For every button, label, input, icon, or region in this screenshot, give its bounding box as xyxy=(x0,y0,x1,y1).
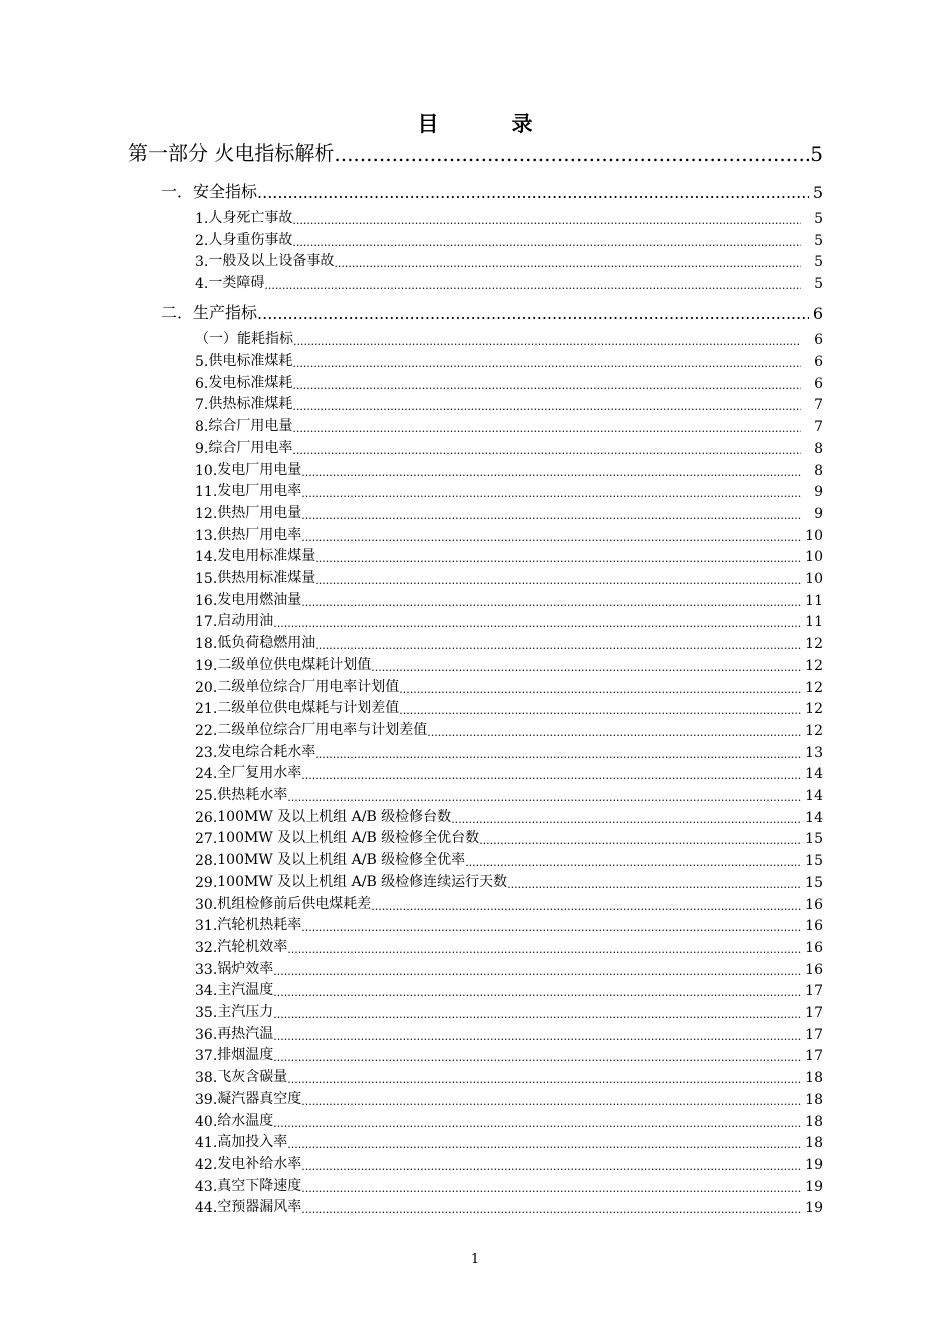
toc-item-number: 22. xyxy=(195,722,218,739)
dot-leader xyxy=(301,1182,801,1195)
toc-part-label: 第一部分 火电指标解析 xyxy=(128,141,335,165)
dot-leader xyxy=(301,1203,801,1216)
toc-item[interactable] xyxy=(195,1066,823,1086)
toc-section[interactable] xyxy=(161,180,823,202)
dot-leader xyxy=(371,661,801,674)
toc-item[interactable] xyxy=(195,762,823,782)
toc-item-label: 人身重伤事故 xyxy=(208,231,293,248)
dot-leader xyxy=(287,1138,801,1151)
toc-item-label: 机组检修前后供电煤耗差 xyxy=(217,895,372,912)
toc-item-number: 30. xyxy=(195,896,218,913)
toc-item-page: 9 xyxy=(814,505,823,522)
toc-item-page: 14 xyxy=(805,766,823,783)
toc-item[interactable] xyxy=(195,936,823,956)
toc-item[interactable] xyxy=(195,1131,823,1151)
toc-item[interactable] xyxy=(195,437,823,457)
toc-item-number: 29. xyxy=(195,874,218,891)
toc-item[interactable] xyxy=(195,849,823,869)
toc-item-page: 12 xyxy=(805,636,823,653)
toc-item-page: 8 xyxy=(814,440,823,457)
toc-item-label: 二级单位综合厂用电率计划值 xyxy=(217,678,400,695)
toc-item[interactable] xyxy=(195,207,823,227)
toc-section[interactable] xyxy=(161,301,823,323)
toc-item[interactable] xyxy=(195,697,823,717)
toc-item-page: 15 xyxy=(805,853,823,870)
toc-item-label: 二级单位综合厂用电率与计划差值 xyxy=(217,721,428,738)
toc-item-page: 10 xyxy=(805,527,823,544)
toc-item[interactable] xyxy=(195,719,823,739)
dot-leader xyxy=(292,444,801,457)
toc-item-page: 10 xyxy=(805,549,823,566)
toc-item-number: 34. xyxy=(195,983,218,1000)
toc-item-page: 13 xyxy=(805,744,823,761)
dot-leader xyxy=(334,142,809,166)
toc-item-label: 汽轮机热耗率 xyxy=(217,917,302,934)
toc-item-number: 5. xyxy=(195,354,209,370)
toc-item[interactable] xyxy=(195,1088,823,1108)
toc-item[interactable] xyxy=(195,1175,823,1195)
toc-item[interactable] xyxy=(195,893,823,913)
toc-item-number: 35. xyxy=(195,1005,218,1021)
dot-leader xyxy=(465,856,801,869)
dot-leader xyxy=(301,596,801,609)
toc-item[interactable] xyxy=(195,1023,823,1043)
toc-item-label: 给水温度 xyxy=(217,1112,274,1129)
toc-item-page: 15 xyxy=(805,874,823,891)
toc-item-label: 发电用标准煤量 xyxy=(217,548,316,565)
toc-item-label: 再热汽温 xyxy=(217,1025,274,1042)
toc-item-label: 100MW 及以上机组 A/B 级检修台数 xyxy=(217,808,452,825)
toc-item-number: 39. xyxy=(195,1091,218,1108)
toc-item[interactable] xyxy=(195,524,823,544)
toc-item-page: 14 xyxy=(805,788,823,804)
toc-item-number: 27. xyxy=(195,831,218,848)
toc-item-number: 42. xyxy=(195,1156,218,1173)
toc-item-page: 16 xyxy=(805,896,823,913)
dot-leader xyxy=(257,183,809,202)
toc-item[interactable] xyxy=(195,958,823,978)
toc-item-page: 12 xyxy=(805,679,823,696)
toc-item-page: 6 xyxy=(814,354,823,370)
toc-item-page: 19 xyxy=(805,1200,823,1217)
toc-item-number: 33. xyxy=(195,961,218,978)
toc-item-label: 100MW 及以上机组 A/B 级检修连续运行天数 xyxy=(217,873,508,890)
toc-section-label: 二．生产指标 xyxy=(161,303,258,322)
toc-item-page: 16 xyxy=(805,918,823,935)
toc-item-label: 凝汽器真空度 xyxy=(217,1090,302,1107)
toc-subgroup[interactable] xyxy=(195,328,823,348)
toc-item[interactable] xyxy=(195,502,823,522)
toc-item[interactable] xyxy=(195,914,823,934)
toc-item[interactable] xyxy=(195,632,823,652)
dot-leader xyxy=(427,726,801,739)
toc-item-number: 23. xyxy=(195,744,218,761)
dot-leader xyxy=(273,1008,801,1021)
toc-item-number: 19. xyxy=(195,657,218,674)
toc-item-label: 供热厂用电率 xyxy=(217,526,302,543)
dot-leader xyxy=(287,943,801,956)
toc-item-number: 18. xyxy=(195,636,218,653)
toc-item-page: 16 xyxy=(805,939,823,956)
toc-item[interactable] xyxy=(195,250,823,270)
toc-subgroup-label: （一）能耗指标 xyxy=(195,331,293,347)
toc-item-number: 25. xyxy=(195,788,218,804)
toc-item-page: 8 xyxy=(814,462,823,479)
toc-item-number: 7. xyxy=(195,397,209,414)
toc-item-label: 综合厂用电量 xyxy=(208,418,293,435)
toc-item-label: 启动用油 xyxy=(217,613,274,630)
toc-item-number: 31. xyxy=(195,918,218,935)
dot-leader xyxy=(287,791,801,804)
dot-leader xyxy=(292,214,801,227)
dot-leader xyxy=(292,422,801,435)
toc-item-number: 24. xyxy=(195,766,218,783)
toc-item-page: 10 xyxy=(805,571,823,587)
toc-item-label: 一类障碍 xyxy=(208,275,265,292)
toc-item-page: 14 xyxy=(805,809,823,826)
toc-item-number: 43. xyxy=(195,1178,218,1195)
toc-item-label: 发电厂用电量 xyxy=(217,461,302,478)
toc-item-number: 14. xyxy=(195,549,218,566)
dot-leader xyxy=(292,400,801,413)
toc-item-page: 18 xyxy=(805,1091,823,1108)
dot-leader xyxy=(273,1051,801,1064)
toc-item-page: 12 xyxy=(805,701,823,718)
toc-item-label: 二级单位供电煤耗与计划差值 xyxy=(217,700,400,717)
toc-item[interactable] xyxy=(195,1153,823,1173)
dot-leader xyxy=(301,769,801,782)
toc-item[interactable] xyxy=(195,480,823,500)
toc-item-page: 11 xyxy=(805,614,823,631)
toc-item[interactable] xyxy=(195,1196,823,1216)
dot-leader xyxy=(315,552,801,565)
toc-item-label: 人身死亡事故 xyxy=(208,210,293,226)
dot-leader xyxy=(301,531,801,544)
dot-leader xyxy=(451,813,801,826)
dot-leader xyxy=(273,1117,801,1130)
toc-item-page: 18 xyxy=(805,1070,823,1087)
dot-leader xyxy=(264,279,801,292)
toc-item-page: 18 xyxy=(805,1113,823,1130)
toc-item[interactable] xyxy=(195,1110,823,1130)
dot-leader xyxy=(292,357,801,370)
toc-item-page: 5 xyxy=(814,254,823,271)
toc-item-label: 空预器漏风率 xyxy=(217,1199,302,1216)
dot-leader xyxy=(507,878,801,891)
dot-leader xyxy=(273,965,801,978)
toc-item-number: 2. xyxy=(195,232,209,249)
toc-item[interactable] xyxy=(195,741,823,761)
toc-section-page: 6 xyxy=(812,304,823,323)
toc-item-page: 12 xyxy=(805,657,823,674)
toc-item[interactable] xyxy=(195,589,823,609)
dot-leader xyxy=(273,617,801,630)
toc-item[interactable] xyxy=(195,415,823,435)
toc-item-label: 排烟温度 xyxy=(217,1047,274,1064)
toc-item-number: 11. xyxy=(195,484,218,501)
toc-item-label: 供热用标准煤量 xyxy=(217,570,316,586)
toc-item[interactable] xyxy=(195,567,823,587)
toc-item-page: 5 xyxy=(814,276,823,293)
dot-leader xyxy=(301,509,801,522)
toc-item-number: 32. xyxy=(195,939,218,956)
dot-leader xyxy=(273,1030,801,1043)
toc-item-number: 17. xyxy=(195,614,218,631)
toc-item-label: 发电用燃油量 xyxy=(217,591,302,608)
dot-leader xyxy=(315,639,801,652)
toc-item-number: 36. xyxy=(195,1026,218,1043)
toc-item-page: 15 xyxy=(805,831,823,848)
toc-item-number: 8. xyxy=(195,419,209,436)
dot-leader xyxy=(301,487,801,500)
toc-item[interactable] xyxy=(195,1001,823,1021)
toc-item-label: 发电综合耗水率 xyxy=(217,743,316,760)
toc-item-label: 主汽压力 xyxy=(217,1004,274,1020)
toc-item-label: 供电标准煤耗 xyxy=(208,353,293,369)
toc-item-number: 12. xyxy=(195,505,218,522)
toc-item[interactable] xyxy=(195,393,823,413)
toc-item-number: 3. xyxy=(195,254,209,271)
toc-item-label: 100MW 及以上机组 A/B 级检修全优率 xyxy=(217,852,466,869)
dot-leader xyxy=(301,1095,801,1108)
dot-leader xyxy=(315,574,801,587)
toc-item[interactable] xyxy=(195,654,823,674)
toc-item-page: 9 xyxy=(814,484,823,501)
toc-item-label: 二级单位供电煤耗计划值 xyxy=(217,656,372,673)
dot-leader xyxy=(301,921,801,934)
toc-part[interactable] xyxy=(128,140,823,166)
dot-leader xyxy=(287,1073,801,1086)
toc-item-label: 100MW 及以上机组 A/B 级检修全优台数 xyxy=(217,830,480,847)
toc-item-label: 高加投入率 xyxy=(217,1134,288,1151)
toc-item-number: 4. xyxy=(195,276,209,293)
dot-leader xyxy=(293,335,801,348)
toc-item-page: 17 xyxy=(805,983,823,1000)
dot-leader xyxy=(301,466,801,479)
toc-item[interactable] xyxy=(195,784,823,804)
toc-item-page: 16 xyxy=(805,961,823,978)
toc-section-page: 5 xyxy=(812,183,823,202)
toc-item-number: 41. xyxy=(195,1135,218,1152)
toc-item-label: 真空下降速度 xyxy=(217,1177,302,1194)
toc-item-page: 5 xyxy=(814,211,823,227)
toc-item-label: 发电厂用电率 xyxy=(217,483,302,500)
toc-item-number: 20. xyxy=(195,679,218,696)
toc-item-label: 供热厂用电量 xyxy=(217,504,302,521)
toc-item-page: 6 xyxy=(814,375,823,392)
toc-item[interactable] xyxy=(195,229,823,249)
toc-item-page: 17 xyxy=(805,1005,823,1021)
toc-item-page: 17 xyxy=(805,1048,823,1065)
toc-item[interactable] xyxy=(195,610,823,630)
dot-leader xyxy=(371,900,801,913)
toc-item-number: 10. xyxy=(195,462,218,479)
toc-item-number: 6. xyxy=(195,375,209,392)
toc-item-number: 26. xyxy=(195,809,218,826)
toc-item-page: 19 xyxy=(805,1156,823,1173)
dot-leader xyxy=(273,986,801,999)
dot-leader xyxy=(399,704,801,717)
toc-item-page: 7 xyxy=(814,419,823,436)
toc-item-number: 21. xyxy=(195,701,218,718)
dot-leader xyxy=(292,236,801,249)
toc-item-label: 供热标准煤耗 xyxy=(208,396,293,413)
toc-item-number: 40. xyxy=(195,1113,218,1130)
toc-item[interactable] xyxy=(195,372,823,392)
toc-item-number: 16. xyxy=(195,592,218,609)
toc-item-label: 全厂复用水率 xyxy=(217,765,302,782)
toc-item-number: 37. xyxy=(195,1048,218,1065)
toc-item[interactable] xyxy=(195,545,823,565)
toc-item[interactable] xyxy=(195,272,823,292)
toc-item-label: 飞灰含碳量 xyxy=(217,1069,288,1086)
dot-leader xyxy=(292,379,801,392)
toc-item-page: 18 xyxy=(805,1135,823,1152)
toc-item-page: 5 xyxy=(814,232,823,249)
toc-item-label: 供热耗水率 xyxy=(217,787,288,803)
toc-item-label: 低负荷稳燃用油 xyxy=(217,635,316,652)
toc-subgroup-page: 6 xyxy=(814,332,823,348)
dot-leader xyxy=(301,1160,801,1173)
toc-item[interactable] xyxy=(195,871,823,891)
toc-item-number: 44. xyxy=(195,1200,218,1217)
toc-item-page: 7 xyxy=(814,397,823,414)
toc-item-label: 发电标准煤耗 xyxy=(208,374,293,391)
toc-item-page: 19 xyxy=(805,1178,823,1195)
toc-item-number: 15. xyxy=(195,571,218,587)
toc-section-label: 一．安全指标 xyxy=(161,182,258,201)
toc-item-number: 9. xyxy=(195,440,209,457)
dot-leader xyxy=(257,304,809,323)
toc-item-label: 汽轮机效率 xyxy=(217,938,288,955)
toc-item-label: 锅炉效率 xyxy=(217,960,274,977)
page-title: 目 录 xyxy=(417,111,559,136)
dot-leader xyxy=(315,748,801,761)
toc-item-number: 38. xyxy=(195,1070,218,1087)
toc-item[interactable] xyxy=(195,979,823,999)
toc-item-label: 发电补给水率 xyxy=(217,1155,302,1172)
dot-leader xyxy=(399,683,801,696)
toc-item-page: 17 xyxy=(805,1026,823,1043)
toc-item-number: 28. xyxy=(195,853,218,870)
toc-item[interactable] xyxy=(195,676,823,696)
toc-part-page: 5 xyxy=(810,142,823,166)
toc-item-number: 1. xyxy=(195,211,209,227)
toc-item[interactable] xyxy=(195,806,823,826)
toc-item-label: 一般及以上设备事故 xyxy=(208,253,335,270)
page-number: 1 xyxy=(470,1252,480,1267)
toc-item[interactable] xyxy=(195,827,823,847)
dot-leader xyxy=(479,834,801,847)
toc-item-number: 13. xyxy=(195,527,218,544)
toc-item[interactable] xyxy=(195,1044,823,1064)
toc-item-page: 12 xyxy=(805,722,823,739)
toc-item[interactable] xyxy=(195,459,823,479)
toc-item-page: 11 xyxy=(805,592,823,609)
dot-leader xyxy=(334,257,801,270)
toc-item-label: 主汽温度 xyxy=(217,982,274,999)
toc-item-label: 综合厂用电率 xyxy=(208,439,293,456)
toc-item[interactable] xyxy=(195,350,823,370)
